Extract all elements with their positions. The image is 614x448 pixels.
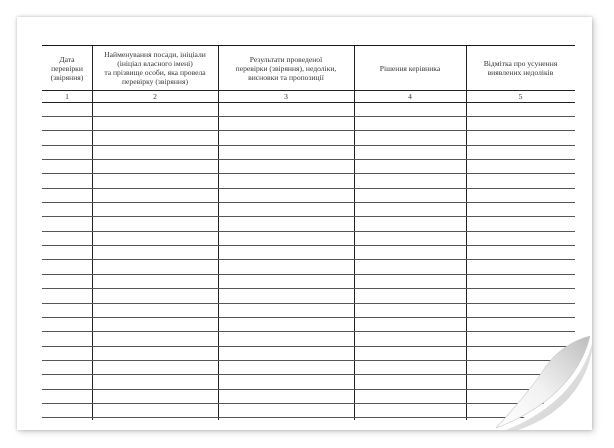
- header-rule: [42, 102, 575, 103]
- table-row-rule: [42, 173, 575, 174]
- table-row-rule: [42, 188, 575, 189]
- column-header-decision: Рішення керівника: [379, 63, 441, 73]
- table-row-rule: [42, 216, 575, 217]
- column-header-date: Дата перевірки (звіряння): [50, 54, 84, 82]
- table-row-rule: [42, 130, 575, 131]
- document-page: [17, 17, 592, 430]
- header-rule: [42, 90, 575, 91]
- table-row-rule: [42, 303, 575, 304]
- table-row-rule: [42, 288, 575, 289]
- table-row-rule: [42, 202, 575, 203]
- table-row-rule: [42, 159, 575, 160]
- table-row-rule: [42, 245, 575, 246]
- column-number-2: 2: [153, 91, 157, 101]
- table-row-rule: [42, 259, 575, 260]
- column-number-4: 4: [408, 91, 412, 101]
- table-row-rule: [42, 145, 575, 146]
- column-number-5: 5: [518, 91, 523, 101]
- table-row-rule: [42, 274, 575, 275]
- column-number-3: 3: [284, 91, 288, 101]
- column-header-inspector: Найменування посади, ініціали (ініціал власного імені) та прізвище особи, яка провела перевірку (звіряння): [104, 50, 206, 86]
- table-row-rule: [42, 116, 575, 117]
- table-row-rule: [42, 231, 575, 232]
- page-curl-icon: [482, 320, 592, 430]
- table-row-rule: [42, 317, 575, 318]
- column-header-results: Результати проведеної перевірки (звіряння), недоліки, висновки та пропозиції: [235, 54, 337, 82]
- column-header-remedy-mark: Відмітка про усунення виявлених недоліків: [483, 59, 558, 77]
- column-number-1: 1: [65, 91, 69, 101]
